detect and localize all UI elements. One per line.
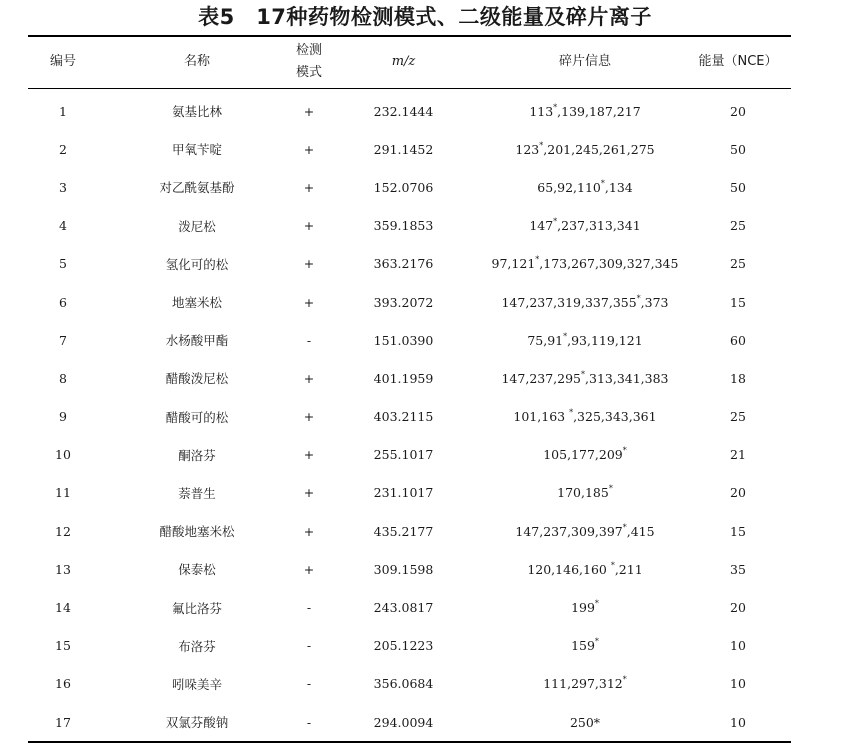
cell-mode: + — [303, 523, 315, 539]
cell-fragments — [485, 665, 685, 703]
cell-name: 氢化可的松 — [165, 256, 229, 272]
cell-mz: 232.1444 — [373, 103, 434, 119]
fragment-text: 97,121 — [491, 256, 536, 272]
base-peak-asterisk: * — [622, 446, 627, 456]
cell-mode: + — [303, 103, 315, 119]
cell-fragments — [485, 703, 685, 741]
base-peak-asterisk: * — [535, 255, 540, 265]
cell-name: 吲哚美辛 — [171, 676, 222, 692]
cell-energy: 15 — [730, 523, 746, 539]
cell-mz: 294.0094 — [373, 714, 434, 730]
cell-no: 11 — [55, 485, 71, 501]
cell-no: 14 — [55, 600, 71, 616]
fragment-text: 113 — [529, 103, 554, 119]
cell-fragments — [485, 512, 685, 550]
cell-fragments — [485, 627, 685, 665]
fragment-text: 250* — [569, 714, 601, 730]
table-row — [28, 321, 791, 359]
header-mz: m/z — [391, 54, 416, 69]
table-row — [28, 588, 791, 626]
table-row — [28, 474, 791, 512]
base-peak-asterisk: * — [569, 408, 574, 418]
fragment-text: 105,177,209 — [543, 447, 623, 463]
cell-mode: + — [303, 447, 315, 463]
header-name: 名称 — [183, 54, 210, 69]
cell-name: 布洛芬 — [178, 638, 216, 654]
table-row — [28, 207, 791, 245]
fragment-text: ,211 — [614, 561, 643, 577]
cell-energy: 25 — [730, 409, 746, 425]
cell-mode: - — [306, 600, 312, 616]
cell-name: 酮洛芬 — [178, 447, 216, 463]
cell-mz: 243.0817 — [373, 600, 434, 616]
table-row — [28, 92, 791, 130]
cell-mz: 309.1598 — [373, 561, 434, 577]
cell-no: 5 — [59, 256, 67, 272]
cell-name: 甲氧苄啶 — [171, 142, 222, 158]
fragment-text: 123 — [515, 141, 540, 157]
fragment-text: 199 — [571, 600, 595, 616]
cell-energy: 60 — [730, 332, 746, 348]
table-row — [28, 245, 791, 283]
cell-mz: 152.0706 — [373, 179, 434, 195]
fragment-text: ,373 — [640, 294, 669, 310]
base-peak-asterisk: * — [553, 102, 558, 112]
table-row — [28, 550, 791, 588]
base-peak-asterisk: * — [610, 560, 615, 570]
cell-energy: 50 — [730, 141, 746, 157]
base-peak-asterisk: * — [539, 140, 544, 150]
fragment-text: ,415 — [626, 523, 655, 539]
cell-fragments — [485, 436, 685, 474]
table-row — [28, 130, 791, 168]
cell-name: 对乙酰氨基酚 — [159, 180, 235, 196]
fragment-text: 120,146,160 — [527, 561, 611, 577]
cell-no: 7 — [59, 332, 67, 348]
cell-name: 萘普生 — [178, 485, 216, 501]
fragment-text: 147,237,309,397 — [515, 523, 623, 539]
header-no: 编号 — [49, 54, 76, 69]
cell-no: 16 — [55, 676, 71, 692]
base-peak-asterisk: * — [581, 369, 586, 379]
cell-mode: + — [303, 256, 315, 272]
cell-no: 10 — [55, 447, 71, 463]
base-peak-asterisk: * — [622, 675, 627, 685]
cell-fragments — [485, 321, 685, 359]
cell-mode: + — [303, 218, 315, 234]
table-row — [28, 703, 791, 741]
cell-no: 17 — [55, 714, 71, 730]
fragment-text: 170,185 — [557, 485, 609, 501]
fragment-text: ,313,341,383 — [585, 370, 669, 386]
fragment-text: ,173,267,309,327,345 — [539, 256, 679, 272]
fragment-text: ,201,245,261,275 — [543, 141, 655, 157]
header-fragments: 碎片信息 — [558, 54, 611, 69]
cell-mz: 359.1853 — [373, 218, 434, 234]
cell-no: 13 — [55, 561, 71, 577]
cell-fragments — [485, 550, 685, 588]
cell-energy: 25 — [730, 256, 746, 272]
cell-energy: 20 — [730, 600, 746, 616]
cell-mz: 205.1223 — [373, 638, 434, 654]
cell-name: 地塞米松 — [171, 295, 222, 311]
cell-energy: 10 — [730, 714, 746, 730]
cell-mz: 393.2072 — [373, 294, 434, 310]
cell-mz: 231.1017 — [373, 485, 434, 501]
cell-mz: 363.2176 — [373, 256, 434, 272]
table-row — [28, 436, 791, 474]
fragment-text: 65,92,110 — [537, 179, 601, 195]
cell-fragments — [485, 130, 685, 168]
cell-name: 双氯芬酸钠 — [165, 715, 229, 731]
table-row — [28, 398, 791, 436]
header-mode — [296, 36, 322, 88]
cell-no: 9 — [59, 409, 67, 425]
table-body — [28, 92, 791, 741]
cell-name: 醋酸泼尼松 — [165, 371, 229, 387]
cell-mode: + — [303, 409, 315, 425]
fragment-text: 147,237,295 — [501, 370, 582, 386]
table-row — [28, 627, 791, 665]
cell-mz: 291.1452 — [373, 141, 434, 157]
cell-mode: - — [306, 714, 312, 730]
cell-energy: 21 — [730, 447, 746, 463]
cell-no: 8 — [59, 370, 67, 386]
cell-mode: + — [303, 485, 315, 501]
base-peak-asterisk: * — [600, 178, 605, 188]
cell-mz: 435.2177 — [373, 523, 434, 539]
cell-energy: 20 — [730, 485, 746, 501]
cell-no: 6 — [59, 294, 67, 310]
cell-name: 水杨酸甲酯 — [165, 333, 229, 349]
cell-mz: 255.1017 — [373, 447, 434, 463]
cell-name: 泼尼松 — [178, 218, 216, 234]
cell-energy: 10 — [730, 638, 746, 654]
fragment-text: ,325,343,361 — [573, 409, 657, 425]
cell-energy: 20 — [730, 103, 746, 119]
cell-mode: - — [306, 676, 312, 692]
table-header — [28, 36, 791, 88]
fragment-text: 75,91 — [527, 332, 564, 348]
cell-fragments — [485, 588, 685, 626]
cell-no: 15 — [55, 638, 71, 654]
cell-energy: 35 — [730, 561, 746, 577]
cell-energy: 50 — [730, 179, 746, 195]
cell-mz: 403.2115 — [373, 409, 434, 425]
fragment-text: ,237,313,341 — [557, 218, 641, 234]
base-peak-asterisk: * — [594, 599, 599, 609]
fragment-text: ,134 — [604, 179, 633, 195]
header-energy: 能量（NCE） — [698, 54, 778, 69]
table-title: 表5 17种药物检测模式、二级能量及碎片离子 — [198, 5, 652, 29]
cell-mode: + — [303, 561, 315, 577]
table-row — [28, 283, 791, 321]
base-peak-asterisk: * — [563, 331, 568, 341]
table-row — [28, 168, 791, 206]
cell-fragments — [485, 398, 685, 436]
base-peak-asterisk: * — [622, 522, 627, 532]
cell-fragments — [485, 168, 685, 206]
cell-mode: - — [306, 638, 312, 654]
cell-energy: 10 — [730, 676, 746, 692]
cell-mz: 401.1959 — [373, 370, 434, 386]
cell-no: 4 — [59, 218, 67, 234]
cell-energy: 15 — [730, 294, 746, 310]
cell-fragments — [485, 245, 685, 283]
fragment-text: ,93,119,121 — [567, 332, 643, 348]
fragment-text: ,139,187,217 — [557, 103, 641, 119]
table-row — [28, 665, 791, 703]
base-peak-asterisk: * — [594, 637, 599, 647]
table-row — [28, 359, 791, 397]
fragment-text: 147 — [529, 218, 554, 234]
cell-mode: + — [303, 141, 315, 157]
cell-mz: 151.0390 — [373, 332, 434, 348]
header-mode-line2: 模式 — [296, 65, 323, 80]
fragment-text: 101,163 — [513, 409, 570, 425]
cell-no: 3 — [59, 179, 67, 195]
header-mode-line1: 检测 — [296, 43, 323, 58]
cell-fragments — [485, 207, 685, 245]
cell-mz: 356.0684 — [373, 676, 434, 692]
cell-fragments — [485, 92, 685, 130]
cell-no: 1 — [59, 103, 67, 119]
bottom-rule — [28, 741, 791, 743]
cell-name: 醋酸地塞米松 — [159, 524, 235, 540]
fragment-text: 159 — [571, 638, 595, 654]
fragment-text: 147,237,319,337,355 — [501, 294, 637, 310]
cell-energy: 25 — [730, 218, 746, 234]
base-peak-asterisk: * — [608, 484, 613, 494]
cell-mode: + — [303, 370, 315, 386]
base-peak-asterisk: * — [636, 293, 641, 303]
cell-fragments — [485, 474, 685, 512]
cell-mode: + — [303, 294, 315, 310]
cell-fragments — [485, 283, 685, 321]
cell-name: 氟比洛芬 — [171, 600, 222, 616]
cell-no: 2 — [59, 141, 67, 157]
cell-name: 氨基比林 — [171, 104, 222, 120]
base-peak-asterisk: * — [553, 217, 558, 227]
cell-fragments — [485, 359, 685, 397]
cell-name: 保泰松 — [178, 562, 216, 578]
cell-mode: - — [306, 332, 312, 348]
table-row — [28, 512, 791, 550]
fragment-text: 111,297,312 — [543, 676, 623, 692]
cell-name: 醋酸可的松 — [165, 409, 229, 425]
header-rule — [28, 88, 791, 89]
cell-mode: + — [303, 179, 315, 195]
cell-no: 12 — [55, 523, 71, 539]
cell-energy: 18 — [730, 370, 746, 386]
